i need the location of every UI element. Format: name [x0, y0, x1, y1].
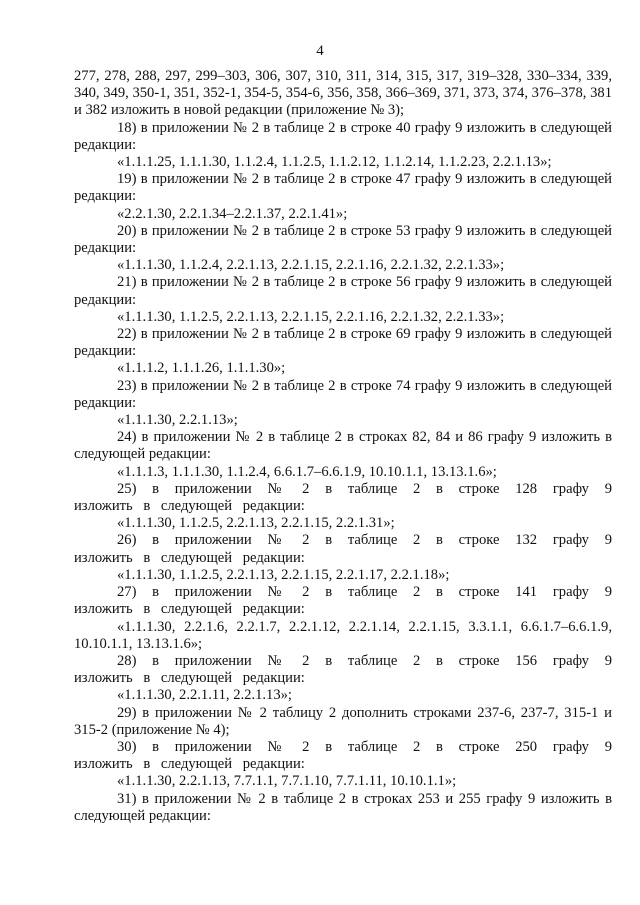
quote-23: «1.1.1.30, 2.2.1.13»; — [117, 412, 238, 429]
quote-27: «1.1.1.30, 2.2.1.6, 2.2.1.7, 2.2.1.12, 2.2.1.14, 2.2.1.15, 3.3.1.1, 6.6.1.7–6.6.1.9, 10.10.1.1, 13.13.1.6»; — [74, 618, 612, 652]
list-item-21: 21) в приложении № 2 в таблице 2 в строке 56 графу 9 изложить в следующей редакции: — [74, 274, 612, 308]
quote-26: «1.1.1.30, 1.1.2.5, 2.2.1.13, 2.2.1.15, 2.2.1.17, 2.2.1.18»; — [117, 566, 450, 583]
quote-24: «1.1.1.3, 1.1.1.30, 1.1.2.4, 6.6.1.7–6.6.1.9, 10.10.1.1, 13.13.1.6»; — [117, 463, 497, 480]
paragraph-continuation: 277, 278, 288, 297, 299–303, 306, 307, 310, 311, 314, 315, 317, 319–328, 330–334, 339, 340, 349, 350-1, 351, 352-1, 354-5, 354-6, 356, 358, 366–369, 371, 373, 374, 376–378, 381 и 382 изложить в новой редакции (приложение № 3); — [74, 68, 612, 119]
list-item-23: 23) в приложении № 2 в таблице 2 в строке 74 графу 9 изложить в следующей редакции: — [74, 377, 612, 411]
list-item-29: 29) в приложении № 2 таблицу 2 дополнить строками 237-6, 237-7, 315-1 и 315-2 (приложение № 4); — [74, 704, 612, 738]
page-number: 4 — [316, 43, 324, 59]
list-item-22: 22) в приложении № 2 в таблице 2 в строке 69 графу 9 изложить в следующей редакции: — [74, 326, 612, 360]
list-item-26: 26) в приложении № 2 в таблице 2 в строке 132 графу 9 изложить в следующей редакции: — [74, 532, 612, 566]
quote-25: «1.1.1.30, 1.1.2.5, 2.2.1.13, 2.2.1.15, 2.2.1.31»; — [117, 515, 395, 532]
quote-18: «1.1.1.25, 1.1.1.30, 1.1.2.4, 1.1.2.5, 1.1.2.12, 1.1.2.14, 1.1.2.23, 2.2.1.13»; — [117, 154, 552, 171]
list-item-20: 20) в приложении № 2 в таблице 2 в строке 53 графу 9 изложить в следующей редакции: — [74, 222, 612, 257]
list-item-28: 28) в приложении № 2 в таблице 2 в строке 156 графу 9 изложить в следующей редакции: — [74, 652, 612, 687]
list-item-31: 31) в приложении № 2 в таблице 2 в строках 253 и 255 графу 9 изложить в следующей редакции: — [74, 790, 612, 824]
list-item-24: 24) в приложении № 2 в таблице 2 в строках 82, 84 и 86 графу 9 изложить в следующей редакции: — [74, 429, 612, 463]
quote-30: «1.1.1.30, 2.2.1.13, 7.7.1.1, 7.7.1.10, 7.7.1.11, 10.10.1.1»; — [117, 773, 457, 790]
list-item-19: 19) в приложении № 2 в таблице 2 в строке 47 графу 9 изложить в следующей редакции: — [74, 171, 612, 205]
list-item-18: 18) в приложении № 2 в таблице 2 в строке 40 графу 9 изложить в следующей редакции: — [74, 119, 612, 153]
quote-22: «1.1.1.2, 1.1.1.26, 1.1.1.30»; — [117, 360, 286, 377]
quote-21: «1.1.1.30, 1.1.2.5, 2.2.1.13, 2.2.1.15, 2.2.1.16, 2.2.1.32, 2.2.1.33»; — [117, 308, 505, 325]
quote-20: «1.1.1.30, 1.1.2.4, 2.2.1.13, 2.2.1.15, 2.2.1.16, 2.2.1.32, 2.2.1.33»; — [117, 257, 505, 274]
quote-19: «2.2.1.30, 2.2.1.34–2.2.1.37, 2.2.1.41»; — [117, 205, 348, 222]
document-body — [74, 68, 612, 825]
quote-28: «1.1.1.30, 2.2.1.11, 2.2.1.13»; — [117, 687, 292, 704]
list-item-30: 30) в приложении № 2 в таблице 2 в строке 250 графу 9 изложить в следующей редакции: — [74, 738, 612, 773]
list-item-27: 27) в приложении № 2 в таблице 2 в строке 141 графу 9 изложить в следующей редакции: — [74, 584, 612, 618]
list-item-25: 25) в приложении № 2 в таблице 2 в строке 128 графу 9 изложить в следующей редакции: — [74, 480, 612, 515]
